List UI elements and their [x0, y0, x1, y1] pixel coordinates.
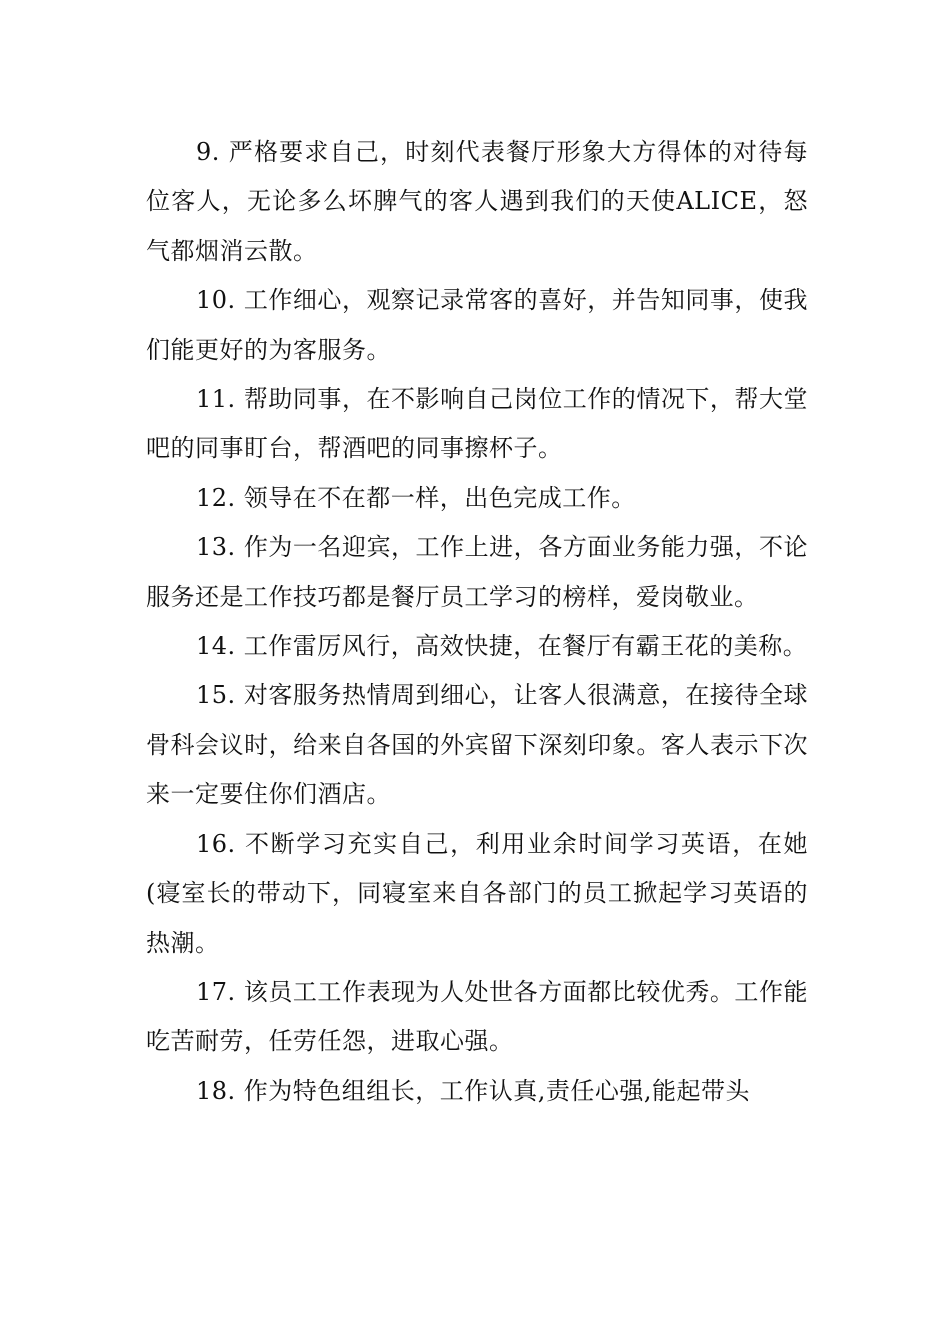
paragraph-15: 15. 对客服务热情周到细心，让客人很满意，在接待全球骨科会议时，给来自各国的外宾留下深刻印象。客人表示下次来一定要住你们酒店。: [146, 681, 808, 809]
paragraph-9: 9. 严格要求自己，时刻代表餐厅形象大方得体的对待每位客人，无论多么坏脾气的客人遇到我们的天使ALICE，怒气都烟消云散。: [146, 138, 808, 265]
paragraph-17: 17. 该员工工作表现为人处世各方面都比较优秀。工作能吃苦耐劳，任劳任怨，进取心强。: [146, 977, 808, 1056]
paragraph-12: 12. 领导在不在都一样，出色完成工作。: [196, 483, 636, 512]
document-body: [146, 128, 808, 1116]
paragraph-10: 10. 工作细心，观察记录常客的喜好，并告知同事，使我们能更好的为客服务。: [146, 286, 808, 364]
paragraph-11: 11. 帮助同事，在不影响自己岗位工作的情况下，帮大堂吧的同事盯台，帮酒吧的同事擦杯子。: [146, 385, 808, 463]
paragraph-16: 16. 不断学习充实自己，利用业余时间学习英语，在她(寝室长的带动下，同寝室来自各部门的员工掀起学习英语的热潮。: [146, 829, 808, 957]
paragraph-13: 13. 作为一名迎宾，工作上进，各方面业务能力强，不论服务还是工作技巧都是餐厅员工学习的榜样，爱岗敬业。: [146, 533, 808, 611]
paragraph-14: 14. 工作雷厉风行，高效快捷，在餐厅有霸王花的美称。: [196, 632, 808, 661]
paragraph-18: 18. 作为特色组组长，工作认真,责任心强,能起带头: [196, 1076, 751, 1105]
